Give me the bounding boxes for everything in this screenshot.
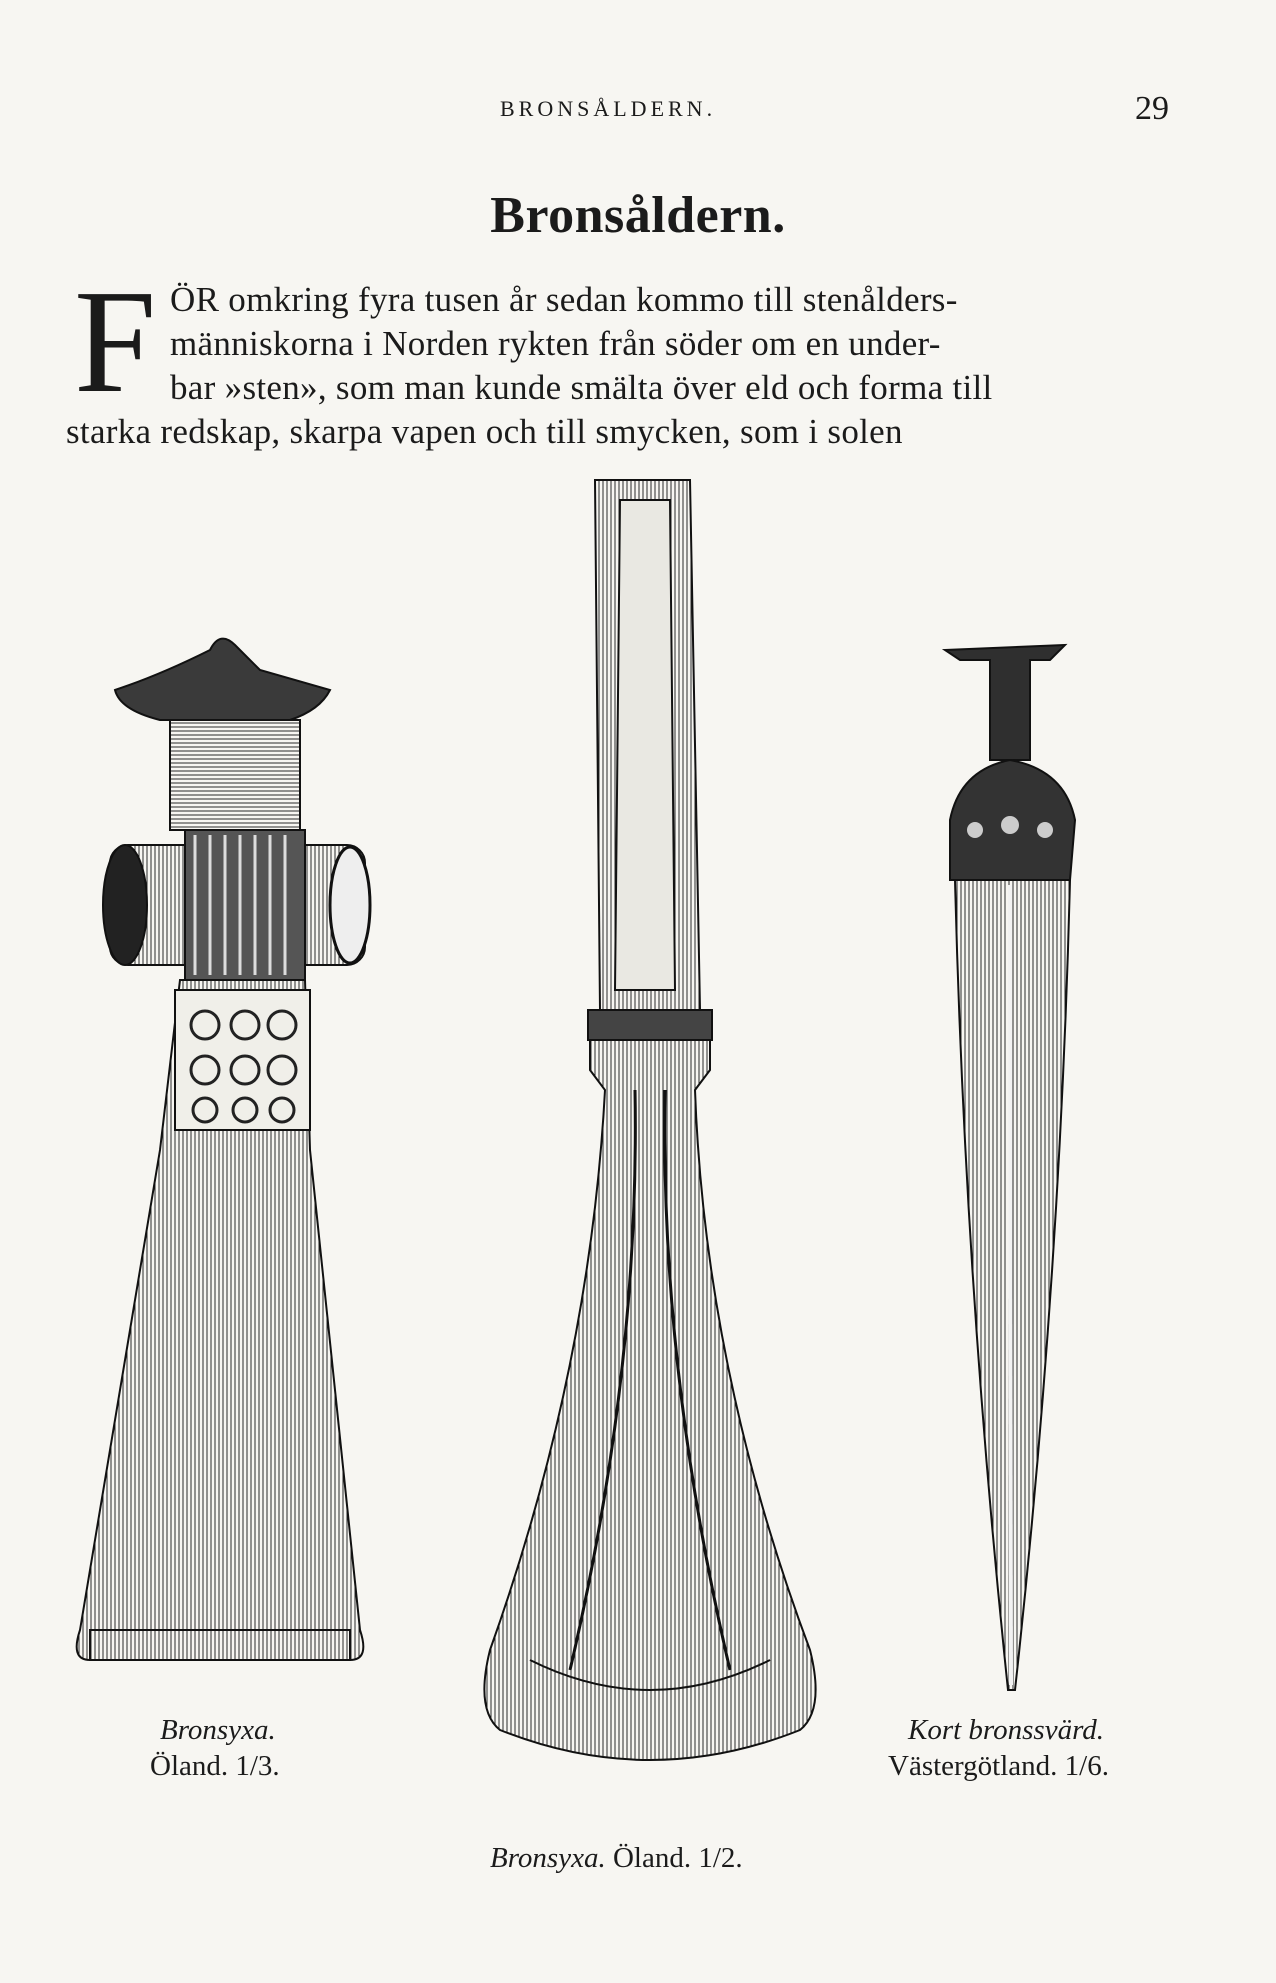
- caption-axe-place: [150, 1748, 280, 1784]
- chapter-title: Bronsåldern.: [490, 187, 786, 244]
- caption-axe-place-text: Öland.: [150, 1750, 229, 1782]
- page-number: 29: [1135, 90, 1169, 127]
- caption-sword-place: [888, 1748, 1109, 1784]
- paragraph-line-3: bar »sten», som man kunde smälta över eld och forma till: [170, 368, 993, 407]
- paragraph-line-2: människorna i Norden rykten från söder om en under-: [170, 324, 941, 363]
- bronze-sword-illustration: [920, 630, 1120, 1710]
- caption-axe-scale: 1/3.: [235, 1750, 280, 1782]
- caption-sword-place-text: Västergötland.: [888, 1750, 1058, 1782]
- caption-celt-place: Öland.: [612, 1842, 692, 1874]
- paragraph-line-1: ÖR omkring fyra tusen år sedan kommo till stenålders-: [170, 280, 958, 319]
- running-head: BRONSÅLDERN.: [500, 96, 717, 121]
- bronze-celt-illustration: [470, 470, 830, 1780]
- caption-sword-scale: 1/6.: [1064, 1750, 1109, 1782]
- drop-cap: F: [74, 260, 157, 424]
- bronze-axe-illustration: [70, 630, 430, 1710]
- caption-celt-title: Bronsyxa.: [490, 1842, 606, 1874]
- caption-sword-title: Kort bronssvärd.: [908, 1714, 1105, 1746]
- paragraph-line-4: starka redskap, skarpa vapen och till smycken, som i solen: [66, 412, 903, 451]
- caption-celt: [490, 1840, 743, 1876]
- caption-celt-scale: 1/2.: [698, 1842, 743, 1874]
- caption-axe-title: Bronsyxa.: [160, 1714, 276, 1746]
